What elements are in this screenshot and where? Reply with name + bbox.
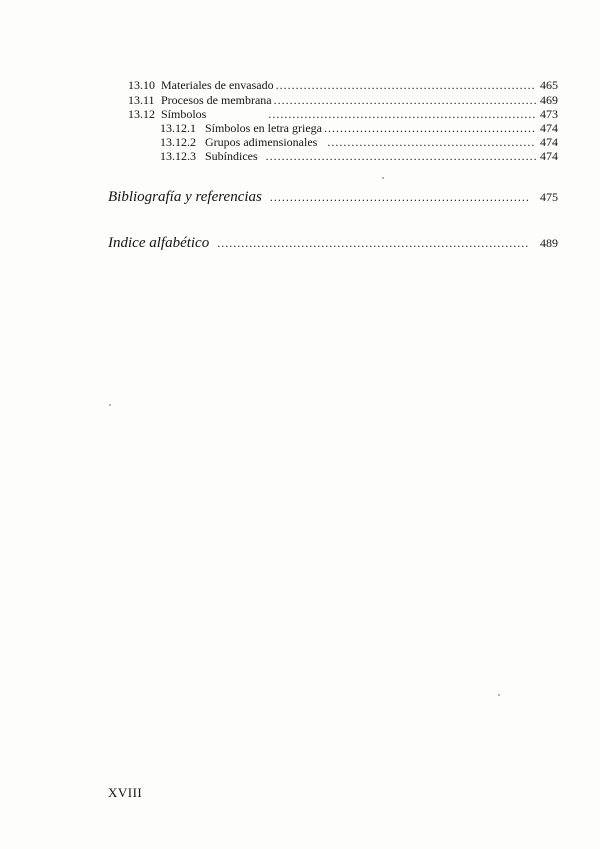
- toc-entry: [128, 107, 558, 121]
- toc-entry-title: Procesos de membrana: [161, 93, 272, 107]
- toc-entry-page: 473: [540, 107, 558, 121]
- toc-bibliography-entry: [108, 189, 558, 206]
- toc-entry-number: 13.12.3: [160, 149, 196, 163]
- leader-dots: [268, 107, 536, 121]
- paper-speck: [382, 177, 384, 179]
- leader-dots: [266, 149, 536, 163]
- toc-entry: [128, 78, 558, 92]
- toc-entry-number: 13.11: [128, 93, 155, 107]
- toc-entry-page: 474: [540, 121, 558, 135]
- toc-subentry: [160, 149, 558, 163]
- toc-entry-title: Subíndices: [205, 149, 258, 163]
- toc-entry-title: Símbolos: [161, 107, 207, 121]
- toc-index-entry: [108, 235, 558, 252]
- leader-dots: [327, 135, 536, 149]
- leader-dots: [324, 121, 536, 135]
- toc-entry-title: Materiales de envasado: [161, 78, 274, 92]
- leader-dots: [274, 93, 536, 107]
- toc-entry-page: 469: [540, 93, 558, 107]
- bibliography-title: Bibliografía y referencias: [108, 189, 262, 205]
- paper-speck: [498, 694, 500, 696]
- index-title: Indice alfabético: [108, 235, 210, 251]
- leader-dots: [276, 78, 536, 92]
- bibliography-page: 475: [540, 190, 558, 204]
- toc-entry-page: 465: [540, 78, 558, 92]
- toc-entry-number: 13.12.2: [160, 135, 196, 149]
- toc-entry-title: Símbolos en letra griega: [205, 121, 322, 135]
- paper-speck: [109, 404, 111, 406]
- toc-entry-page: 474: [540, 149, 558, 163]
- toc-entry-number: 13.12.1: [160, 121, 196, 135]
- toc-entry-title: Grupos adimensionales: [205, 135, 318, 149]
- toc-entry: [128, 93, 558, 107]
- page-folio: XVIII: [108, 785, 143, 800]
- index-page: 489: [540, 236, 558, 250]
- toc-subentry: [160, 135, 558, 149]
- toc-entry-number: 13.12: [128, 107, 155, 121]
- toc-subentry: [160, 121, 558, 135]
- leader-dots: [217, 236, 530, 251]
- toc-entry-page: 474: [540, 135, 558, 149]
- toc-entry-number: 13.10: [128, 78, 155, 92]
- leader-dots: [270, 190, 530, 205]
